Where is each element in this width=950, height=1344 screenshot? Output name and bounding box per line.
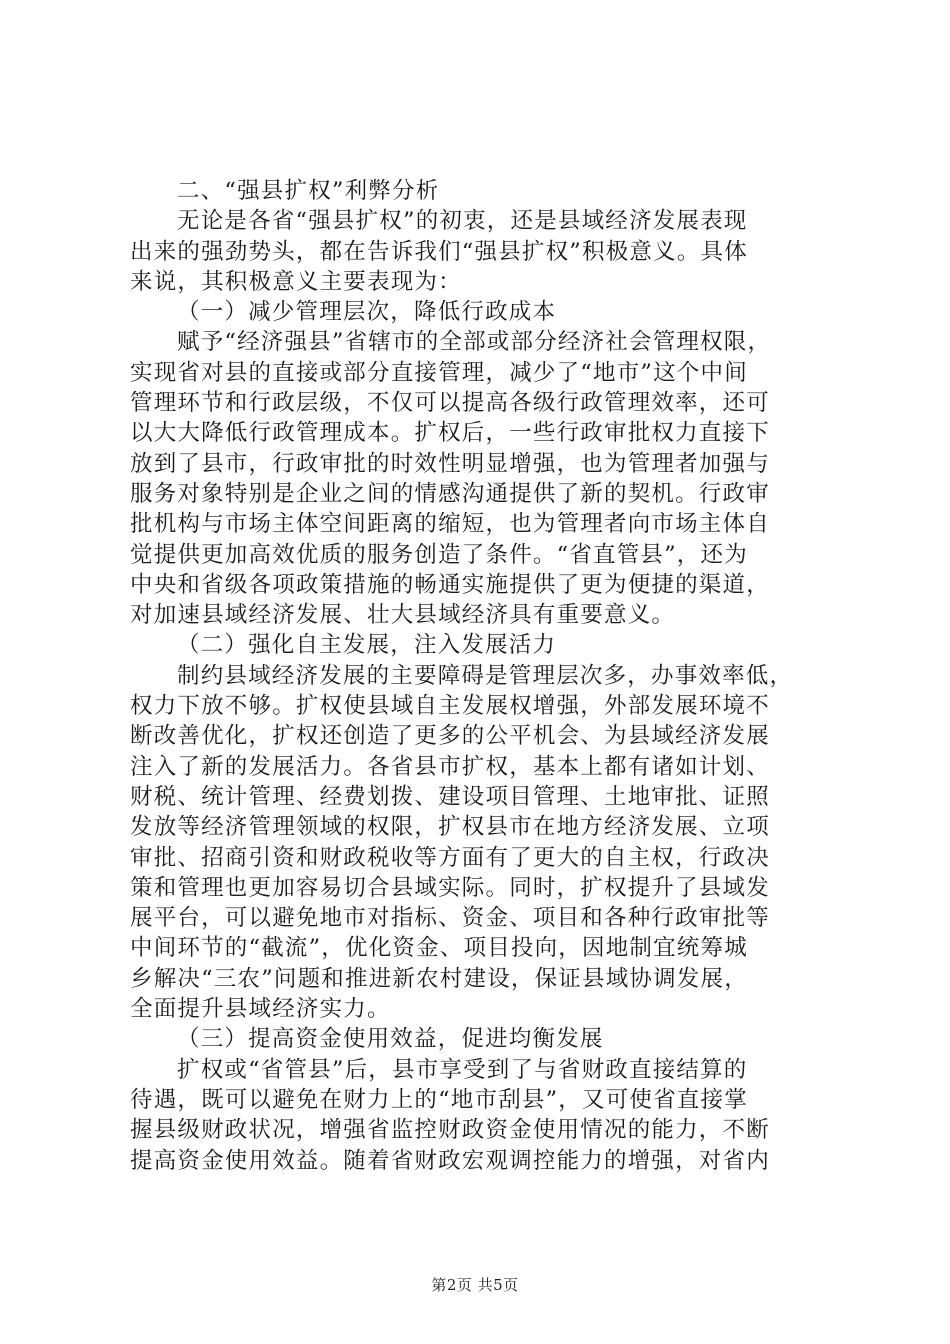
document-body: [130, 176, 830, 1176]
text-line: 全面提升县域经济实力。: [130, 996, 391, 1023]
text-line: 断改善优化，扩权还创造了更多的公平机会、为县域经济发展: [130, 723, 770, 750]
text-line: 赋予“经济强县”省辖市的全部或部分经济社会管理权限，: [177, 329, 772, 356]
text-line: 来说，其积极意义主要表现为：: [130, 268, 462, 295]
text-line: 握县级财政状况，增强省监控财政资金使用情况的能力，不断: [130, 1117, 770, 1144]
text-line: 觉提供更加高效优质的服务创造了条件。“省直管县”，还为: [130, 541, 748, 568]
text-line: 对加速县域经济发展、壮大县域经济具有重要意义。: [130, 602, 676, 629]
text-line: （二）强化自主发展，注入发展活力: [177, 632, 557, 659]
text-line: 出来的强劲势头，都在告诉我们“强县扩权”积极意义。具体: [130, 238, 748, 265]
text-line: 展平台，可以避免地市对指标、资金、项目和各种行政审批等: [130, 905, 770, 932]
text-line: 权力下放不够。扩权使县域自主发展权增强，外部发展环境不: [130, 693, 770, 720]
text-line: 中间环节的“截流”，优化资金、项目投向，因地制宜统筹城: [130, 935, 748, 962]
text-line: 提高资金使用效益。随着省财政宏观调控能力的增强，对省内: [130, 1147, 770, 1174]
text-line: 放到了县市，行政审批的时效性明显增强，也为管理者加强与: [130, 450, 770, 477]
text-line: 注入了新的发展活力。各省县市扩权，基本上都有诸如计划、: [130, 753, 770, 780]
text-line: 服务对象特别是企业之间的情感沟通提供了新的契机。行政审: [130, 480, 770, 507]
text-line: 制约县域经济发展的主要障碍是管理层次多，办事效率低，: [177, 662, 794, 689]
text-line: （一）减少管理层次，降低行政成本: [177, 299, 557, 326]
text-line: 发放等经济管理领域的权限，扩权县市在地方经济发展、立项: [130, 814, 770, 841]
text-line: 财税、统计管理、经费划拨、建设项目管理、土地审批、证照: [130, 783, 770, 810]
text-line: 审批、招商引资和财政税收等方面有了更大的自主权，行政决: [130, 844, 770, 871]
text-line: 乡解决“三农”问题和推进新农村建设，保证县域协调发展，: [130, 965, 748, 992]
text-line: 待遇，既可以避免在财力上的“地市刮县”，又可使省直接掌: [130, 1086, 748, 1113]
page-footer: 第2页 共5页: [431, 1276, 519, 1294]
text-line: 策和管理也更加容易切合县域实际。同时，扩权提升了县域发: [130, 874, 770, 901]
text-line: 扩权或“省管县”后，县市享受到了与省财政直接结算的: [177, 1056, 748, 1083]
text-line: 管理环节和行政层级，不仅可以提高各级行政管理效率，还可: [130, 390, 770, 417]
text-line: 实现省对县的直接或部分直接管理，减少了“地市”这个中间: [130, 359, 748, 386]
text-line: 无论是各省“强县扩权”的初衷，还是县域经济发展表现: [177, 208, 748, 235]
text-line: 二、“强县扩权”利弊分析: [177, 178, 440, 204]
text-line: （三）提高资金使用效益，促进均衡发展: [177, 1026, 604, 1053]
text-line: 批机构与市场主体空间距离的缩短，也为管理者向市场主体自: [130, 511, 770, 538]
text-line: 中央和省级各项政策措施的畅通实施提供了更为便捷的渠道，: [130, 571, 770, 598]
text-line: 以大大降低行政管理成本。扩权后，一些行政审批权力直接下: [130, 420, 770, 447]
